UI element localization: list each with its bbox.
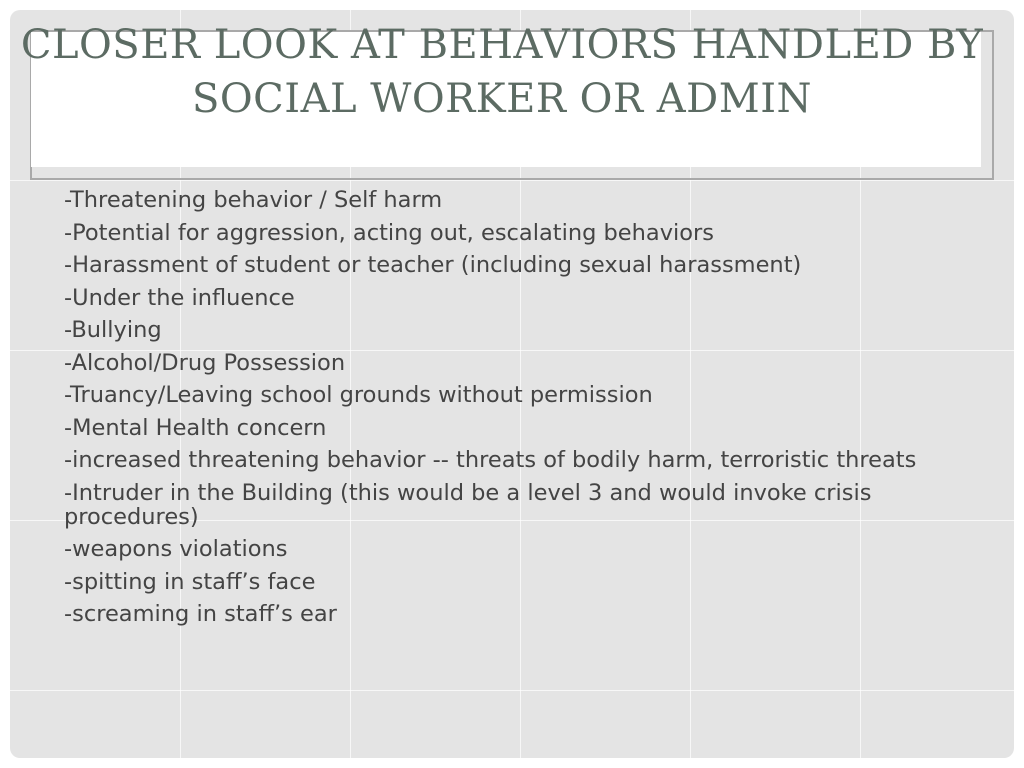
list-item: -Under the influence (64, 284, 295, 311)
list-item: -Truancy/Leaving school grounds without permission (64, 382, 653, 408)
list-item: -weapons violations (64, 536, 288, 562)
bullet-list (64, 188, 964, 635)
list-item: -Potential for aggression, acting out, escalating behaviors (64, 219, 714, 246)
list-item: -increased threatening behavior -- threats of bodily harm, terroristic threats (64, 447, 917, 473)
list-item: -Bullying (64, 317, 162, 343)
grid-line (10, 180, 1014, 181)
list-item: -Intruder in the Building (this would be a level 3 and would invoke crisis procedures) (64, 479, 872, 530)
list-item: -Mental Health concern (64, 414, 327, 441)
list-item: -Harassment of student or teacher (including sexual harassment) (64, 252, 802, 278)
slide-title: CLOSER LOOK AT BEHAVIORS HANDLED BY SOCIAL WORKER OR ADMIN (20, 22, 984, 122)
list-item: -Alcohol/Drug Possession (64, 349, 346, 376)
list-item: -Threatening behavior / Self harm (64, 187, 443, 213)
grid-line (10, 690, 1014, 691)
list-item: -screaming in staff’s ear (64, 601, 337, 627)
list-item: -spitting in staff’s face (64, 568, 316, 595)
